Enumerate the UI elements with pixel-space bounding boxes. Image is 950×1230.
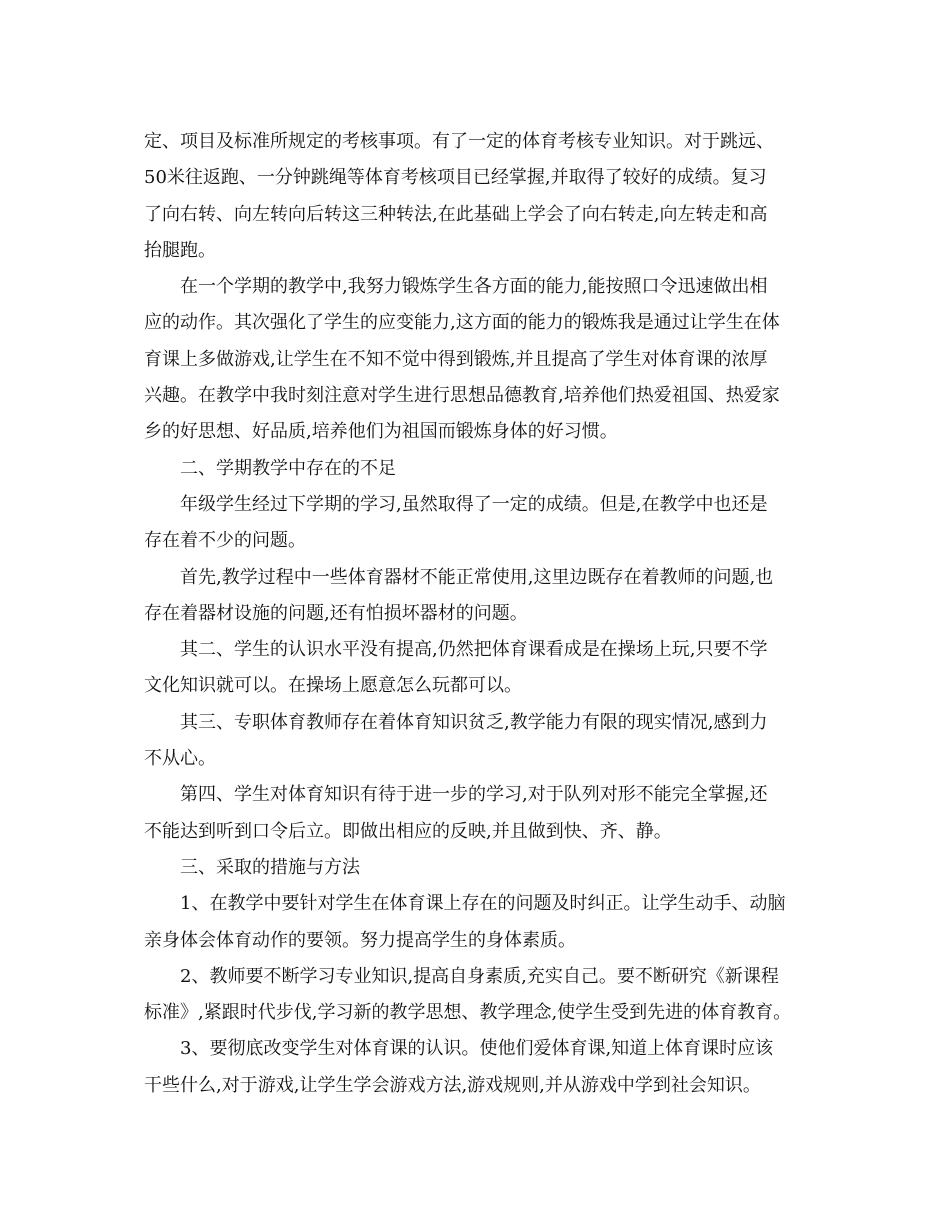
text-line: 2、教师要不断学习专业知识,提高自身素质,充实自己。要不断研究《新课程: [180, 965, 779, 987]
text-line: 50米往返跑、一分钟跳绳等体育考核项目已经掌握,并取得了较好的成绩。复习: [144, 167, 767, 189]
text-line: 育课上多做游戏,让学生在不知不觉中得到锻炼,并且提高了学生对体育课的浓厚: [144, 348, 768, 370]
text-line: 不从心。: [144, 748, 216, 770]
text-line: 存在着器材设施的问题,还有怕损坏器材的问题。: [144, 602, 528, 624]
text-line: 年级学生经过下学期的学习,虽然取得了一定的成绩。但是,在教学中也还是: [180, 493, 768, 515]
text-line: 在一个学期的教学中,我努力锻炼学生各方面的能力,能按照口令迅速做出相: [180, 276, 768, 298]
text-line: 首先,教学过程中一些体育器材不能正常使用,这里边既存在着教师的问题,也: [180, 566, 774, 588]
text-line: 应的动作。其次强化了学生的应变能力,这方面的能力的锻炼我是通过让学生在体: [144, 312, 780, 334]
text-line: 三、采取的措施与方法: [180, 856, 360, 878]
text-line: 3、要彻底改变学生对体育课的认识。使他们爱体育课,知道上体育课时应该: [180, 1038, 774, 1060]
text-line: 亲身体会体育动作的要领。努力提高学生的身体素质。: [144, 929, 576, 951]
text-line: 文化知识就可以。在操场上愿意怎么玩都可以。: [144, 675, 522, 697]
text-line: 其二、学生的认识水平没有提高,仍然把体育课看成是在操场上玩,只要不学: [180, 639, 768, 661]
text-line: 定、项目及标准所规定的考核事项。有了一定的体育考核专业知识。对于跳远、: [144, 131, 774, 152]
document-body: [144, 124, 808, 1104]
text-line: 不能达到听到口令后立。即做出相应的反映,并且做到快、齐、静。: [144, 820, 672, 842]
text-line: 其三、专职体育教师存在着体育知识贫乏,教学能力有限的现实情况,感到力: [180, 711, 768, 733]
text-line: 干些什么,对于游戏,让学生学会游戏方法,游戏规则,并从游戏中学到社会知识。: [144, 1074, 761, 1096]
text-line: 第四、学生对体育知识有待于进一步的学习,对于队列对形不能完全掌握,还: [180, 784, 768, 806]
text-line: 乡的好思想、好品质,培养他们为祖国而锻炼身体的好习惯。: [144, 421, 618, 443]
text-line: 抬腿跑。: [144, 239, 216, 261]
text-line: 标准》,紧跟时代步伐,学习新的教学思想、教学理念,使学生受到先进的体育教育。: [144, 1002, 792, 1024]
text-line: 存在着不少的问题。: [144, 530, 306, 552]
text-line: 1、在教学中要针对学生在体育课上存在的问题及时纠正。让学生动手、动脑: [180, 893, 786, 915]
text-line: 了向右转、向左转向后转这三种转法,在此基础上学会了向右转走,向左转走和高: [144, 203, 768, 225]
text-line: 二、学期教学中存在的不足: [180, 457, 396, 479]
text-line: 兴趣。在教学中我时刻注意对学生进行思想品德教育,培养他们热爱祖国、热爱家: [144, 385, 780, 407]
